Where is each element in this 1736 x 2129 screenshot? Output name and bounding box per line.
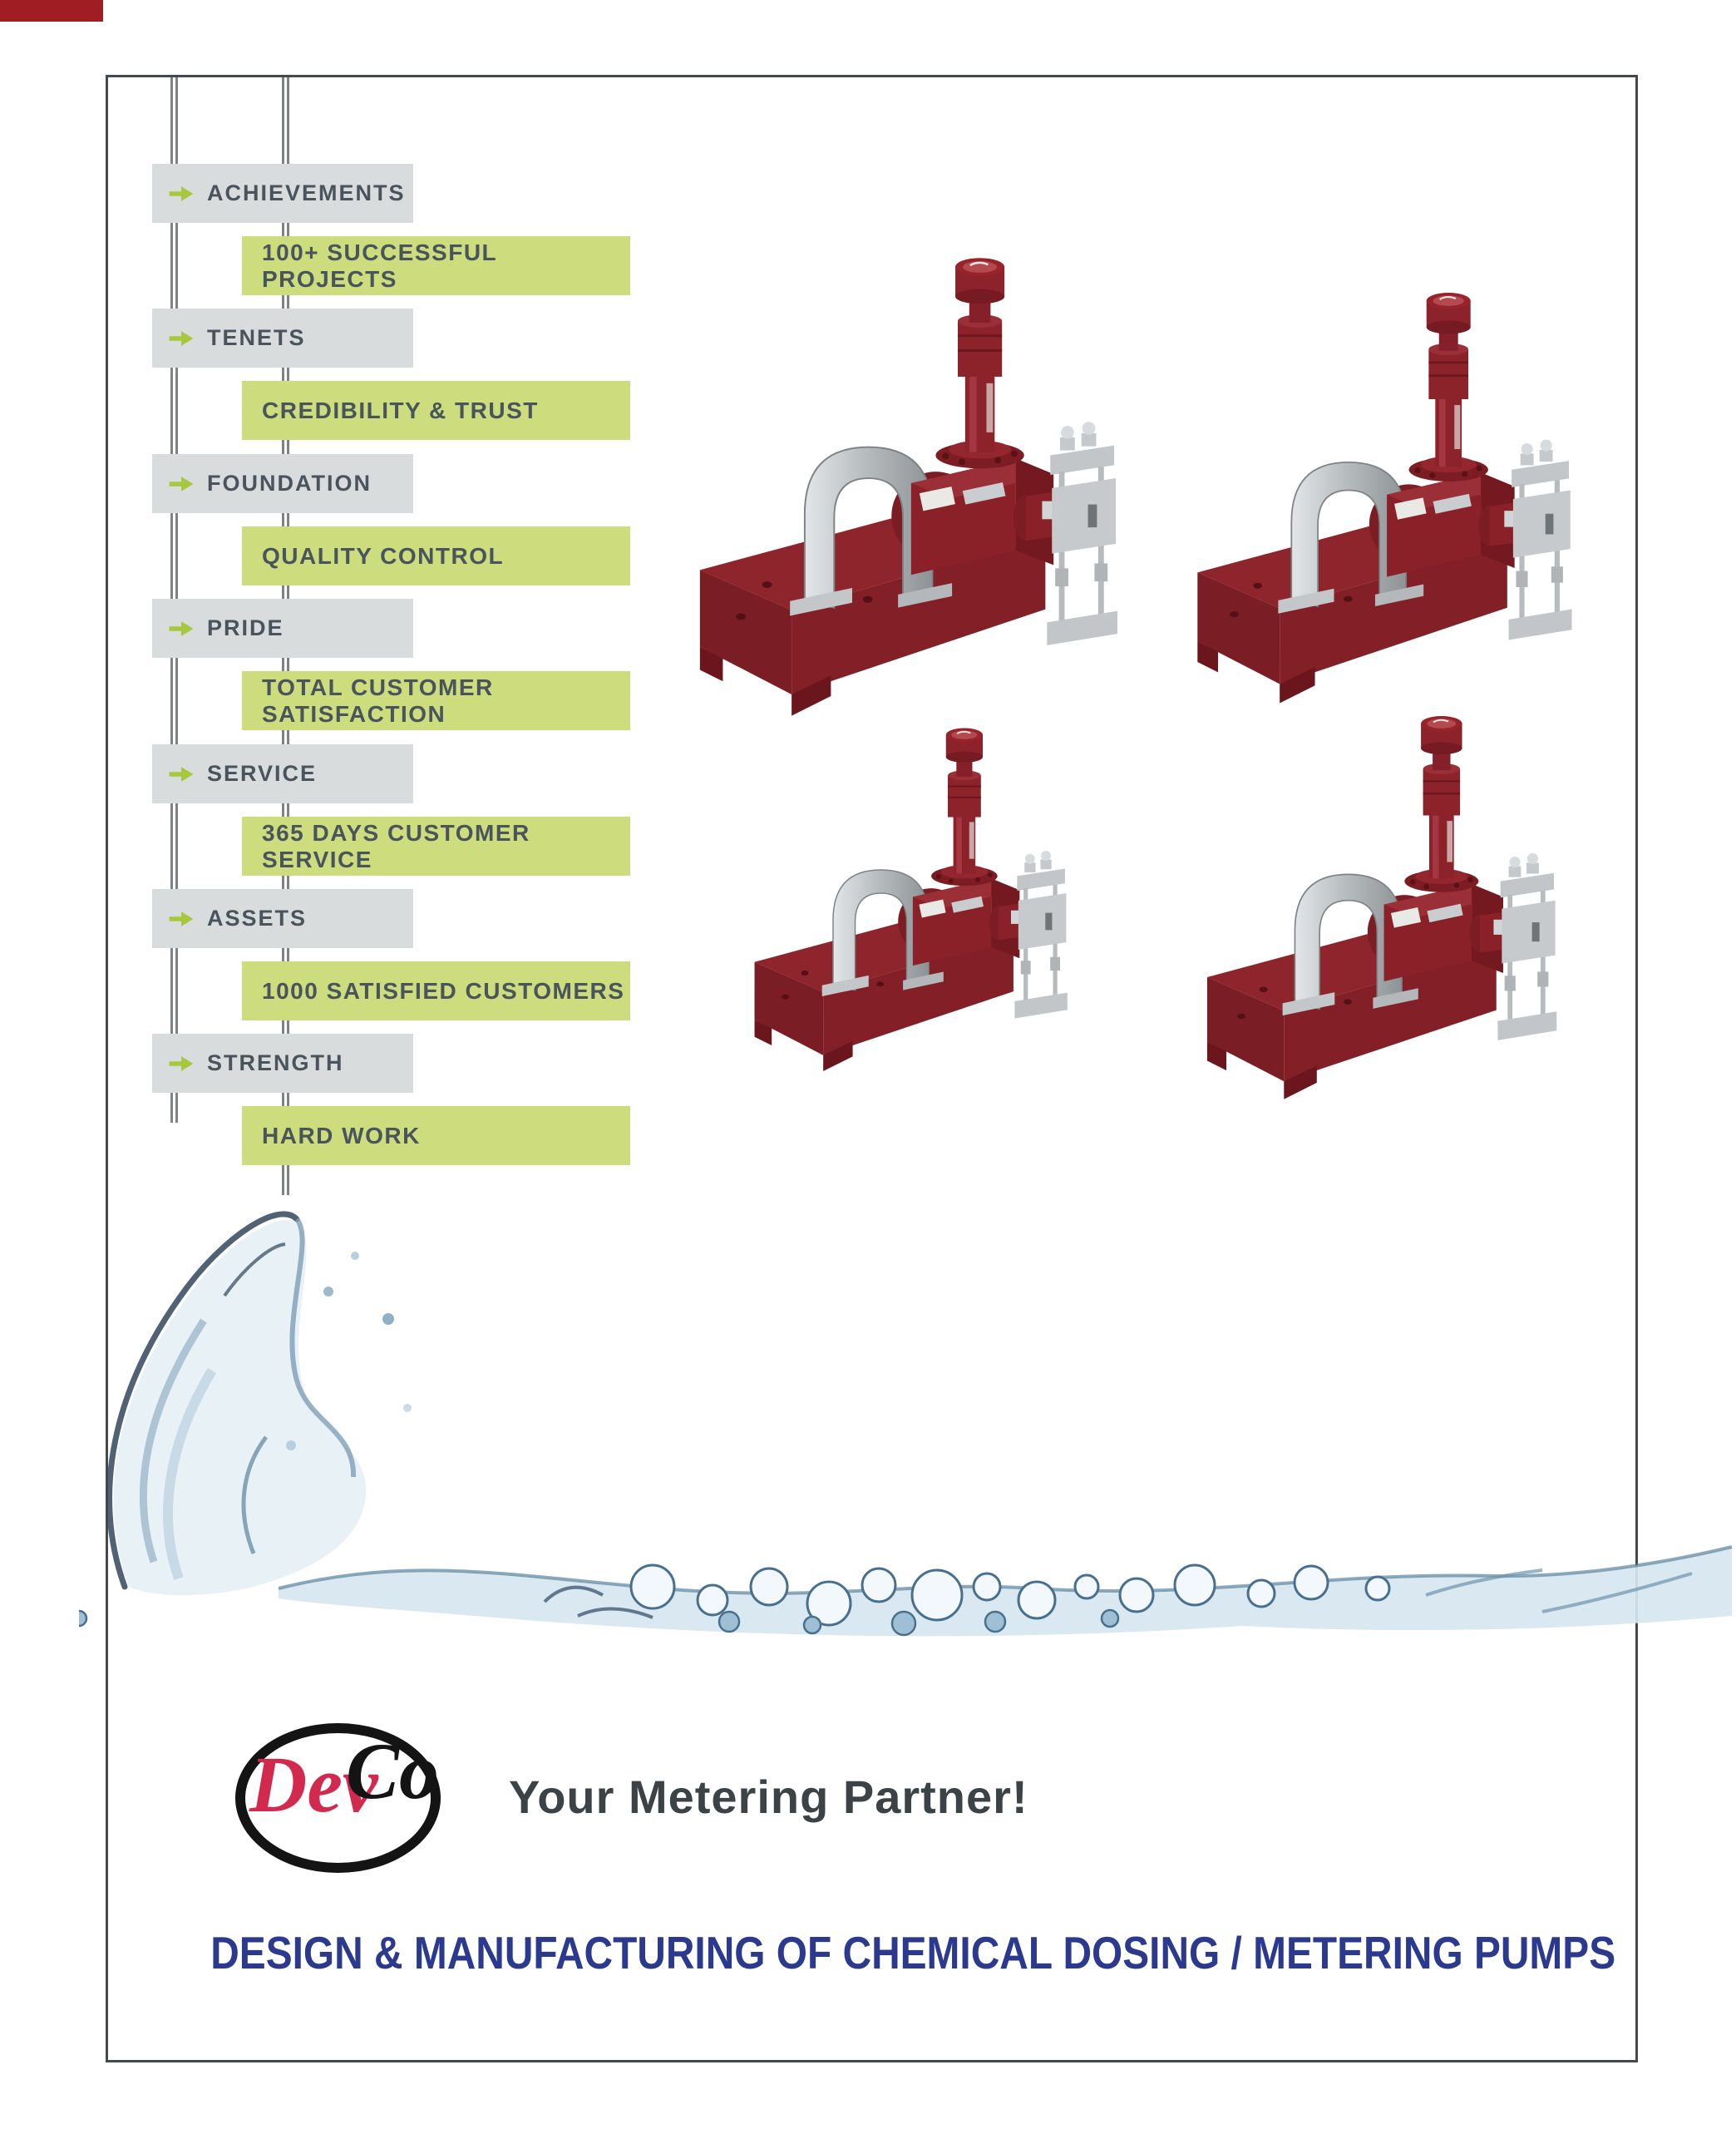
sidebar-category-tenets (152, 309, 413, 368)
sidebar-value-label: QUALITY CONTROL (262, 542, 505, 569)
footer-title-row (106, 1926, 1635, 1979)
sidebar-category-assets (152, 889, 413, 948)
tagline: Your Metering Partner! (509, 1771, 1028, 1823)
sidebar-value-label: 100+ SUCCESSFUL PROJECTS (262, 239, 497, 292)
sidebar-category-label: PRIDE (207, 615, 284, 640)
sidebar-value-customers (242, 961, 630, 1020)
sidebar-category-service (152, 744, 413, 803)
pumps-gallery (682, 237, 1613, 1127)
sidebar-value-label: HARD WORK (262, 1122, 421, 1148)
sidebar-value-label: 365 DAYS CUSTOMER SERVICE (262, 819, 530, 872)
sidebar-value-hardwork (242, 1106, 630, 1165)
pump-photo-2 (1197, 293, 1571, 703)
sidebar-category-label: TENETS (207, 325, 306, 350)
pump-photo-4 (1207, 716, 1556, 1099)
sidebar-category-label: STRENGTH (207, 1050, 344, 1075)
arrow-right-icon (169, 185, 194, 202)
sidebar-category-label: FOUNDATION (207, 471, 372, 496)
sidebar-category-pride (152, 599, 413, 658)
sidebar-category-label: ASSETS (207, 906, 308, 931)
pump-photo-3 (755, 729, 1068, 1072)
sidebar-category-foundation (152, 454, 413, 513)
sidebar-value-quality (242, 526, 630, 585)
sidebar-category-strength (152, 1034, 413, 1093)
pump-photo-1 (700, 258, 1117, 715)
sidebar-value-credibility (242, 381, 630, 440)
sidebar-value-label: TOTAL CUSTOMER SATISFACTION (262, 674, 494, 727)
sidebar-category-achievements (152, 164, 413, 223)
arrow-right-icon (169, 476, 194, 492)
logo-text-dev: Dev (249, 1740, 378, 1829)
sidebar-value-projects (242, 236, 630, 295)
sidebar-value-label: 1000 SATISFIED CUSTOMERS (262, 977, 625, 1004)
arrow-right-icon (169, 766, 194, 783)
arrow-right-icon (169, 620, 194, 637)
sidebar-value-365days (242, 817, 630, 876)
sidebar-value-satisfaction (242, 671, 630, 730)
footer-title: DESIGN & MANUFACTURING OF CHEMICAL DOSING / METERING PUMPS (210, 1927, 1616, 1978)
arrow-right-icon (169, 330, 194, 347)
water-splash-image (79, 1196, 1736, 1687)
sidebar-value-label: CREDIBILITY & TRUST (262, 397, 539, 423)
corner-accent-bar (0, 0, 103, 22)
sidebar-category-label: SERVICE (207, 761, 318, 786)
sidebar-category-label: ACHIEVEMENTS (207, 180, 406, 205)
arrow-right-icon (169, 1055, 194, 1072)
logo-text-co: Co (346, 1726, 440, 1815)
arrow-right-icon (169, 911, 194, 927)
